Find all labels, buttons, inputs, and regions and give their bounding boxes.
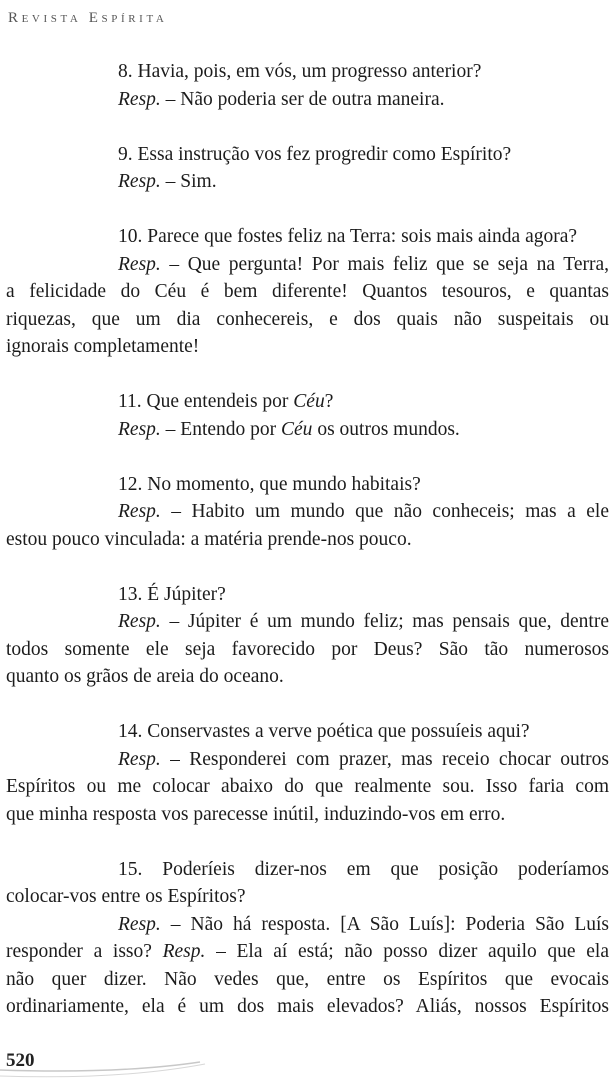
text-run: ? [324, 391, 334, 412]
text-run: 15. Poderíeis dizer-nos em que posição poderíamos [118, 858, 609, 880]
answer-line [6, 773, 609, 801]
italic-text: Resp. [118, 913, 161, 935]
answer-line [6, 883, 609, 911]
answer-line [6, 333, 609, 361]
text-run: – Habito um mundo que não conheceis; mas a ele [160, 501, 609, 522]
qa-block [6, 141, 609, 196]
paragraph-gap [6, 361, 609, 389]
italic-text: Resp. [118, 748, 161, 770]
answer-line [6, 416, 609, 444]
question-line [6, 141, 609, 169]
page-body [6, 58, 609, 1021]
answer-line [6, 608, 609, 636]
answer-line [6, 278, 609, 306]
running-header: Revista Espírita [8, 10, 168, 26]
text-run: 10. Parece que fostes feliz na Terra: sois mais ainda agora? [118, 226, 578, 247]
text-run: – Ela aí está; não posso dizer aquilo que ela [205, 941, 609, 962]
qa-block [6, 718, 609, 828]
text-run: 8. Havia, pois, em vós, um progresso anterior? [118, 61, 482, 82]
text-run: – Não há resposta. [A São Luís]: Poderia São Luís [160, 913, 609, 935]
text-run: – Júpiter é um mundo feliz; mas pensais que, dentre [160, 611, 609, 632]
answer-line [6, 966, 609, 994]
italic-text: Céu [281, 418, 313, 440]
text-run: – Responderei com prazer, mas receio chocar outros [160, 748, 609, 770]
text-run: ignorais completamente! [6, 336, 200, 357]
text-run: colocar-vos entre os Espíritos? [6, 886, 246, 907]
question-line [6, 581, 609, 609]
paragraph-gap [6, 691, 609, 719]
text-run: 12. No momento, que mundo habitais? [118, 473, 421, 495]
text-run: 13. É Júpiter? [118, 583, 226, 605]
text-run: – Que pergunta! Por mais feliz que se seja na Terra, [160, 253, 609, 275]
paragraph-gap [6, 553, 609, 581]
answer-line [6, 911, 609, 939]
italic-text: Resp. [118, 88, 161, 110]
text-run: estou pouco vinculada: a matéria prende-nos pouco. [6, 528, 412, 550]
text-run: 11. Que entendeis por [118, 391, 294, 412]
qa-block [6, 856, 609, 1021]
italic-text: Resp. [118, 418, 161, 440]
paragraph-gap [6, 113, 609, 141]
italic-text: Resp. [118, 171, 161, 192]
page-footer [0, 1040, 615, 1079]
text-run: os outros mundos. [312, 418, 460, 440]
answer-line [6, 663, 609, 691]
text-run: – Entendo por [160, 418, 282, 440]
qa-block [6, 471, 609, 554]
text-run: 9. Essa instrução vos fez progredir como Espírito? [118, 143, 512, 165]
paragraph-gap [6, 443, 609, 471]
answer-line [6, 938, 609, 966]
answer-line [6, 746, 609, 774]
page-number: 520 [6, 1050, 35, 1071]
italic-text: Resp. [118, 501, 161, 522]
text-run: todos somente ele seja favorecido por Deus? São tão numerosos [6, 638, 609, 660]
answer-line [6, 993, 609, 1021]
question-line [6, 223, 609, 251]
text-run: a felicidade do Céu é bem diferente! Quantos tesouros, e quantas [6, 281, 609, 302]
answer-line [6, 636, 609, 664]
question-line [6, 856, 609, 884]
answer-line [6, 498, 609, 526]
italic-text: Resp. [118, 253, 161, 275]
answer-line [6, 306, 609, 334]
text-run: que minha resposta vos parecesse inútil, induzindo-vos em erro. [6, 803, 506, 825]
answer-line [6, 86, 609, 114]
text-run: riquezas, que um dia conhecereis, e dos quais não suspeitais ou [6, 308, 609, 330]
footer-ornament-icon [0, 1040, 615, 1079]
answer-line [6, 526, 609, 554]
italic-text: Céu [293, 391, 325, 412]
question-line [6, 471, 609, 499]
text-run: Espíritos ou me colocar abaixo do que realmente sou. Isso faria com [6, 776, 609, 797]
text-run: – Sim. [160, 171, 217, 192]
question-line [6, 58, 609, 86]
text-run: 14. Conservastes a verve poética que possuíeis aqui? [118, 721, 530, 742]
italic-text: Resp. [162, 941, 206, 962]
text-run: ordinariamente, ela é um dos mais elevados? Aliás, nossos Espíritos [6, 996, 609, 1017]
text-run: – Não poderia ser de outra maneira. [160, 88, 445, 110]
text-run: quanto os grãos de areia do oceano. [6, 666, 284, 687]
text-run: não quer dizer. Não vedes que, entre os Espíritos que evocais [6, 968, 609, 990]
text-run: responder a isso? [6, 941, 163, 962]
answer-line [6, 801, 609, 829]
question-line [6, 388, 609, 416]
qa-block [6, 388, 609, 443]
question-line [6, 718, 609, 746]
paragraph-gap [6, 828, 609, 856]
italic-text: Resp. [118, 611, 161, 632]
paragraph-gap [6, 196, 609, 224]
answer-line [6, 251, 609, 279]
qa-block [6, 223, 609, 361]
answer-line [6, 168, 609, 196]
qa-block [6, 58, 609, 113]
qa-block [6, 581, 609, 691]
